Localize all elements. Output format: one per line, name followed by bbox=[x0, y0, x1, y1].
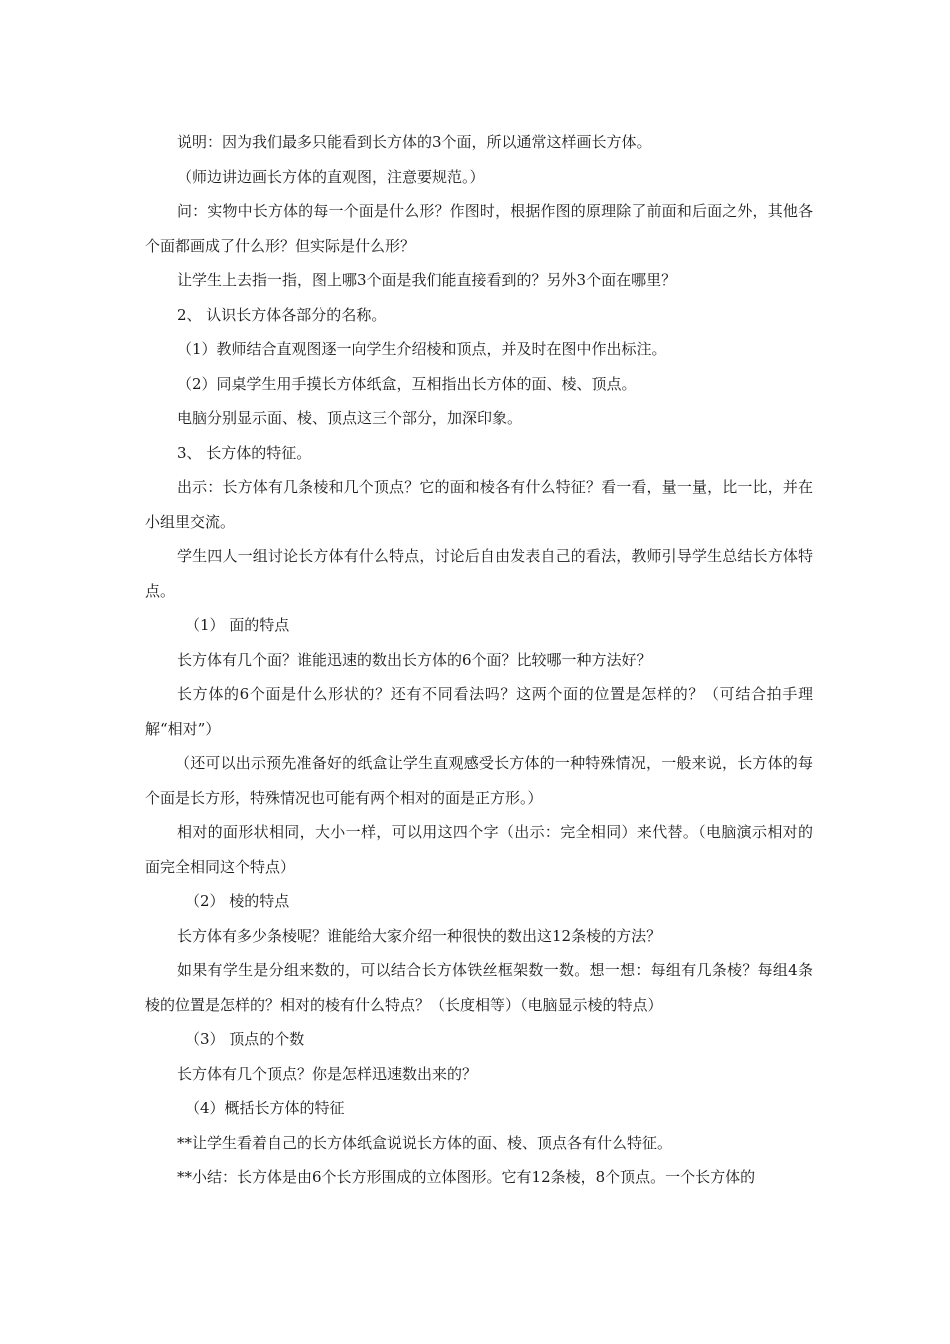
paragraph: 问：实物中长方体的每一个面是什么形？作图时，根据作图的原理除了前面和后面之外，其他各个面都画成了什么形？但实际是什么形？ bbox=[145, 202, 813, 255]
paragraph: 长方体有几个面？谁能迅速的数出长方体的6个面？比较哪一种方法好？ bbox=[177, 650, 652, 669]
document-body bbox=[145, 125, 813, 1195]
paragraph: 如果有学生是分组来数的，可以结合长方体铁丝框架数一数。想一想：每组有几条棱？每组4条棱的位置是怎样的？相对的棱有什么特点？（长度相等）（电脑显示棱的特点） bbox=[145, 961, 813, 1014]
subsection-heading: （4）概括长方体的特征 bbox=[185, 1099, 345, 1117]
paragraph: 长方体有多少条棱呢？谁能给大家介绍一种很快的数出这12条棱的方法？ bbox=[177, 926, 662, 945]
paragraph: （1）教师结合直观图逐一向学生介绍棱和顶点，并及时在图中作出标注。 bbox=[177, 340, 667, 358]
paragraph: 学生四人一组讨论长方体有什么特点，讨论后自由发表自己的看法，教师引导学生总结长方体特点。 bbox=[145, 547, 813, 600]
paragraph: 说明：因为我们最多只能看到长方体的3个面，所以通常这样画长方体。 bbox=[177, 133, 652, 151]
subsection-heading: （1） 面的特点 bbox=[185, 616, 290, 634]
paragraph: 出示：长方体有几条棱和几个顶点？它的面和棱各有什么特征？看一看，量一量，比一比，并在小组里交流。 bbox=[145, 478, 813, 531]
paragraph: **小结：长方体是由6个长方形围成的立体图形。它有12条棱，8个顶点。一个长方体的 bbox=[177, 1168, 756, 1186]
paragraph: 长方体有几个顶点？你是怎样迅速数出来的？ bbox=[177, 1064, 478, 1083]
paragraph: （师边讲边画长方体的直观图，注意要规范。） bbox=[177, 167, 485, 186]
section-heading: 3、 长方体的特征。 bbox=[177, 443, 312, 462]
paragraph: 电脑分别显示面、棱、顶点这三个部分，加深印象。 bbox=[177, 409, 523, 427]
paragraph: （还可以出示预先准备好的纸盒让学生直观感受长方体的一种特殊情况，一般来说，长方体的每个面是长方形，特殊情况也可能有两个相对的面是正方形。） bbox=[145, 754, 813, 807]
paragraph: 长方体的6个面是什么形状的？还有不同看法吗？这两个面的位置是怎样的？（可结合拍手理解“相对”） bbox=[145, 685, 813, 738]
paragraph: **让学生看着自己的长方体纸盒说说长方体的面、棱、顶点各有什么特征。 bbox=[177, 1133, 673, 1152]
section-heading: 2、 认识长方体各部分的名称。 bbox=[177, 305, 387, 324]
subsection-heading: （3） 顶点的个数 bbox=[185, 1030, 305, 1048]
paragraph: 让学生上去指一指，图上哪3个面是我们能直接看到的？另外3个面在哪里？ bbox=[177, 271, 677, 289]
paragraph: （2）同桌学生用手摸长方体纸盒，互相指出长方体的面、棱、顶点。 bbox=[177, 374, 637, 393]
subsection-heading: （2） 棱的特点 bbox=[185, 892, 290, 910]
paragraph: 相对的面形状相同，大小一样，可以用这四个字（出示：完全相同）来代替。（电脑演示相对的面完全相同这个特点） bbox=[145, 823, 813, 876]
